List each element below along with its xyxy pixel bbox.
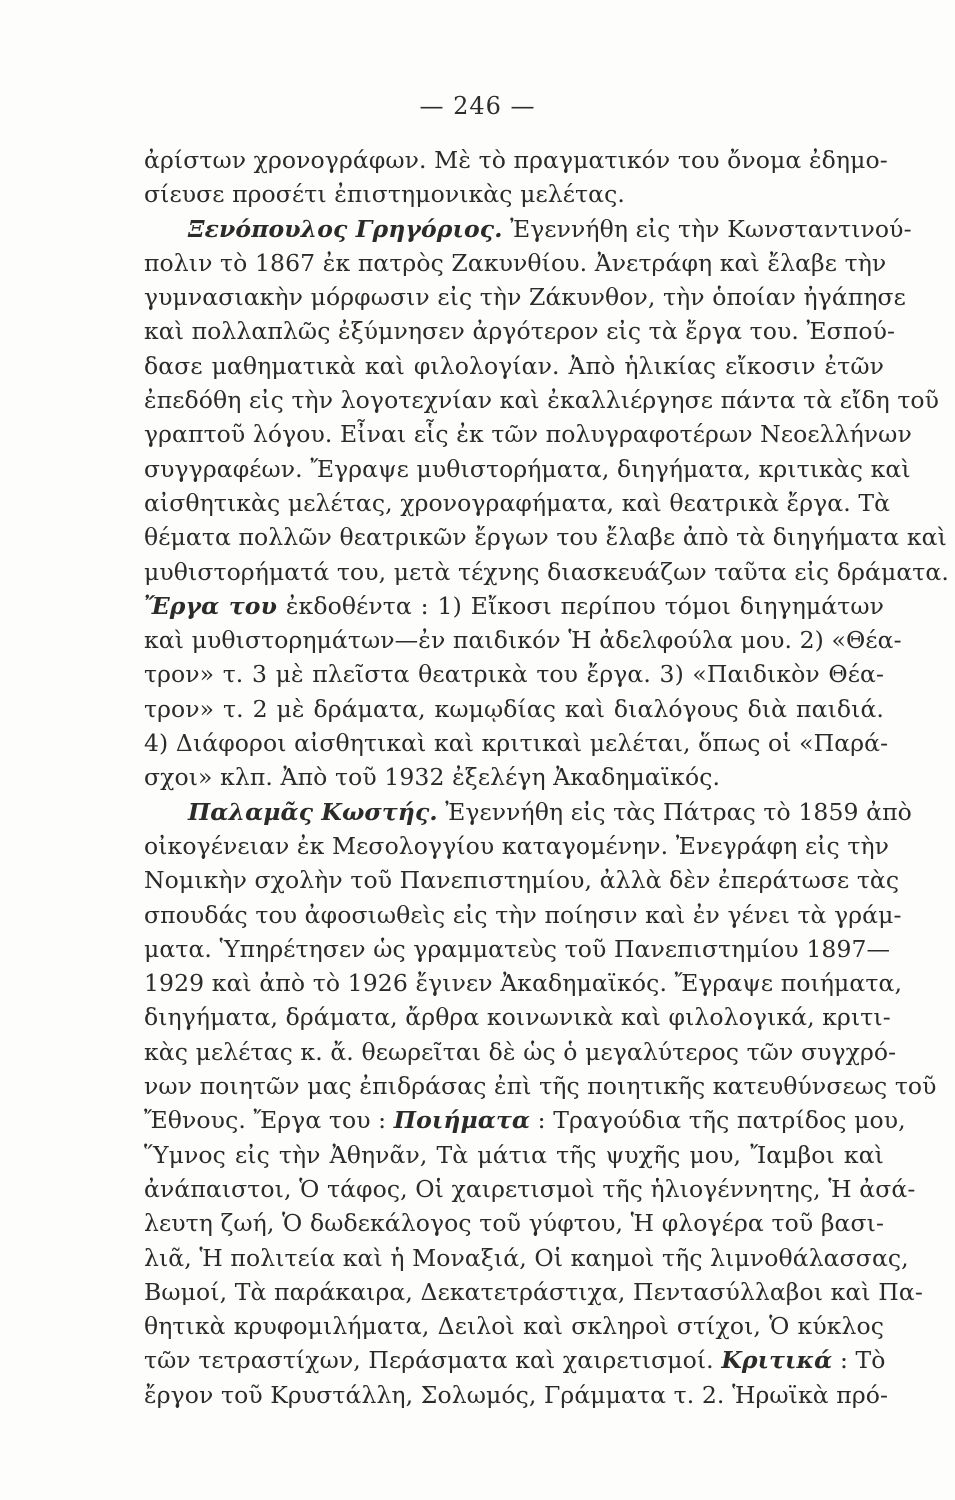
- text-line: [144, 212, 912, 246]
- text-line: διηγήματα, δράματα, ἄρθρα κοινωνικὰ καὶ φιλολογικά, κριτι-: [144, 1003, 891, 1032]
- text-line: Νομικὴν σχολὴν τοῦ Πανεπιστημίου, ἀλλὰ δὲν ἐπεράτωσε τὰς: [144, 866, 900, 895]
- text-span: : Τραγούδια τῆς πατρίδος μου,: [537, 1106, 906, 1135]
- entry-heading-palamas: Παλαμᾶς Κωστής.: [188, 797, 438, 826]
- text-line: ἀνάπαιστοι, Ὁ τάφος, Οἱ χαιρετισμοὶ τῆς ἡλιογέννητης, Ἡ ἀσά-: [144, 1174, 916, 1203]
- text-line: λευτη ζωή, Ὁ δωδεκάλογος τοῦ γύφτου, Ἡ φλογέρα τοῦ βασι-: [144, 1209, 884, 1238]
- text-line: δασε μαθηματικὰ καὶ φιλολογίαν. Ἀπὸ ἡλικίας εἴκοσιν ἐτῶν: [144, 351, 884, 380]
- text-line: μυθιστορήματά του, μετὰ τέχνης διασκευάζων ταῦτα εἰς δράματα.: [144, 557, 949, 586]
- text-line: [144, 1343, 884, 1377]
- text-line: ματα. Ὑπηρέτησεν ὡς γραμματεὺς τοῦ Πανεπιστημίου 1897—: [144, 934, 891, 963]
- text-line: τρον» τ. 2 μὲ δράματα, κωμῳδίας καὶ διαλόγους διὰ παιδιά.: [144, 694, 884, 723]
- text-line: συγγραφέων. Ἔγραψε μυθιστορήματα, διηγήματα, κριτικὰς καὶ: [144, 454, 911, 483]
- text-line: πολιν τὸ 1867 ἐκ πατρὸς Ζακυνθίου. Ἀνετράφη καὶ ἔλαβε τὴν: [144, 248, 887, 277]
- text-line: [144, 795, 912, 829]
- text-line: [144, 1103, 906, 1137]
- text-line: [144, 589, 884, 623]
- text-line: ἀρίστων χρονογράφων. Μὲ τὸ πραγματικόν του ὄνομα ἐδημο-: [144, 146, 888, 174]
- poems-heading: Ποιήματα: [393, 1106, 531, 1135]
- page-number: — 246 —: [419, 92, 536, 120]
- text-span: Ἔθνους. Ἔργα του :: [144, 1106, 387, 1135]
- text-line: οἰκογένειαν ἐκ Μεσολογγίου καταγομένην. Ἐνεγράφη εἰς τὴν: [144, 831, 890, 860]
- text-line: γυμνασιακὴν μόρφωσιν εἰς τὴν Ζάκυνθον, τὴν ὁποίαν ἠγάπησε: [144, 283, 906, 312]
- text-line: θέματα πολλῶν θεατρικῶν ἔργων του ἔλαβε ἀπὸ τὰ διηγήματα καὶ: [144, 523, 947, 552]
- text-span: τῶν τετραστίχων, Περάσματα καὶ χαιρετισμοί.: [144, 1346, 714, 1375]
- text-line: αἰσθητικὰς μελέτας, χρονογραφήματα, καὶ θεατρικὰ ἔργα. Τὰ: [144, 488, 891, 517]
- text-line: τρον» τ. 3 μὲ πλεῖστα θεατρικὰ του ἔργα. 3) «Παιδικὸν Θέα-: [144, 660, 884, 689]
- text-line: ἐπεδόθη εἰς τὴν λογοτεχνίαν καὶ ἐκαλλιέργησε πάντα τὰ εἴδη τοῦ: [144, 386, 940, 415]
- criticism-heading: Κριτικά: [721, 1346, 833, 1375]
- text-line: σχοι» κλπ. Ἀπὸ τοῦ 1932 ἐξελέγη Ἀκαδημαϊκός.: [144, 763, 721, 792]
- text-line: Ὕμνος εἰς τὴν Ἀθηνᾶν, Τὰ μάτια τῆς ψυχῆς μου, Ἴαμβοι καὶ: [144, 1140, 884, 1169]
- text-line: καὶ μυθιστορημάτων—ἐν παιδικόν Ἡ ἀδελφούλα μου. 2) «Θέα-: [144, 626, 902, 655]
- text-line: κὰς μελέτας κ. ἄ. θεωρεῖται δὲ ὡς ὁ μεγαλύτερος τῶν συγχρό-: [144, 1037, 897, 1066]
- text-line: καὶ πολλαπλῶς ἐξύμνησεν ἀργότερον εἰς τὰ ἔργα του. Ἐσπού-: [144, 317, 895, 346]
- entry-heading-xenopoulos: Ξενόπουλος Γρηγόριος.: [188, 214, 503, 243]
- text-line: λιᾶ, Ἡ πολιτεία καὶ ἡ Μοναξιά, Οἱ καημοὶ τῆς λιμνοθάλασσας,: [144, 1243, 909, 1272]
- text-span: Ἐγεννήθη εἰς τὴν Κωνσταντινού-: [510, 214, 912, 243]
- text-span: Ἐγεννήθη εἰς τὰς Πάτρας τὸ 1859 ἀπὸ: [445, 797, 912, 826]
- text-line: Βωμοί, Τὰ παράκαιρα, Δεκατετράστιχα, Πεντασύλλαβοι καὶ Πα-: [144, 1277, 923, 1306]
- body-text: [144, 143, 949, 1412]
- text-line: σπουδάς του ἀφοσιωθεὶς εἰς τὴν ποίησιν καὶ ἐν γένει τὰ γράμ-: [144, 900, 902, 929]
- text-line: νων ποιητῶν μας ἐπιδράσας ἐπὶ τῆς ποιητικῆς κατευθύνσεως τοῦ: [144, 1072, 937, 1101]
- text-span: ἐκδοθέντα : 1) Εἴκοσι περίπου τόμοι διηγημάτων: [285, 591, 884, 620]
- text-line: σίευσε προσέτι ἐπιστημονικὰς μελέτας.: [144, 180, 625, 209]
- text-line: ἔργον τοῦ Κρυστάλλη, Σολωμός, Γράμματα τ. 2. Ἡρωϊκὰ πρό-: [144, 1380, 889, 1409]
- text-line: γραπτοῦ λόγου. Εἶναι εἷς ἐκ τῶν πολυγραφοτέρων Νεοελλήνων: [144, 420, 912, 449]
- works-heading: Ἔργα του: [144, 591, 277, 620]
- text-line: 4) Διάφοροι αἰσθητικαὶ καὶ κριτικαὶ μελέται, ὅπως οἱ «Παρά-: [144, 729, 889, 758]
- text-line: 1929 καὶ ἀπὸ τὸ 1926 ἔγινεν Ἀκαδημαϊκός. Ἔγραψε ποιήματα,: [144, 969, 903, 998]
- text-span: : Τὸ: [839, 1346, 886, 1375]
- text-line: θητικὰ κρυφομιλήματα, Δειλοὶ καὶ σκληροὶ στίχοι, Ὁ κύκλος: [144, 1312, 884, 1341]
